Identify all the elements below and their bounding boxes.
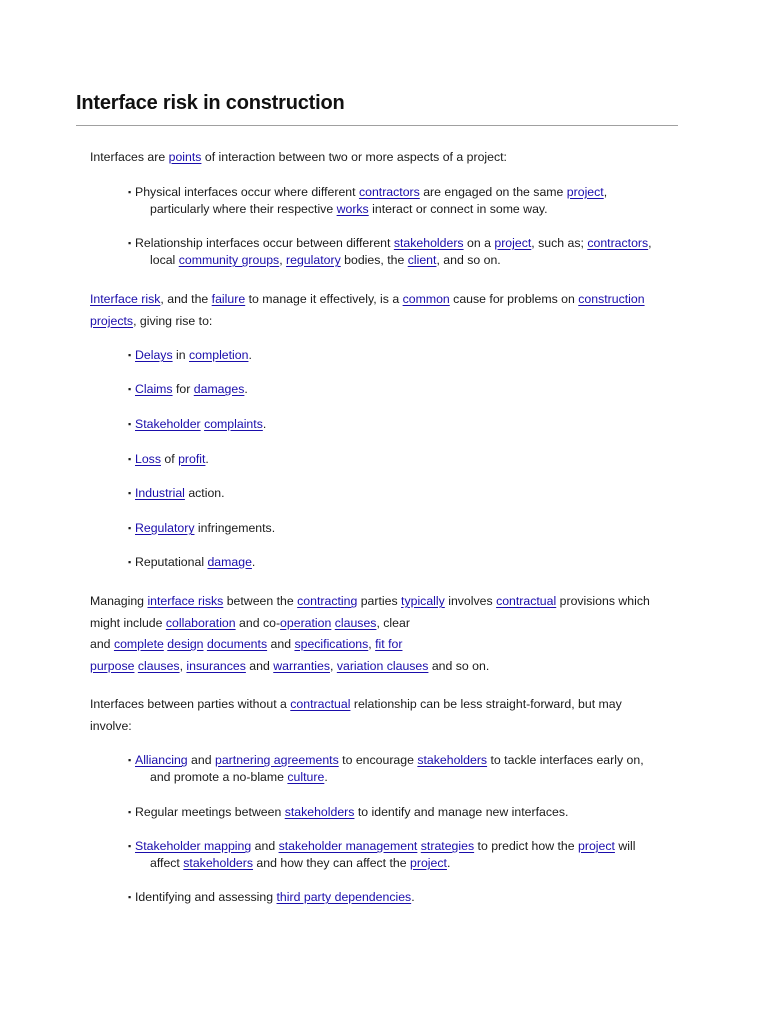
link-community-groups[interactable]: community groups <box>178 253 280 267</box>
link-alliancing[interactable]: Alliancing <box>135 753 188 767</box>
link-works[interactable]: works <box>336 202 369 216</box>
link-projects[interactable]: projects <box>90 313 134 328</box>
list-item: ▪ Regulatory infringements. <box>128 521 276 535</box>
link-contractors[interactable]: contractors <box>358 185 420 199</box>
bullet-icon: ▪ <box>128 557 132 567</box>
bullet-icon: ▪ <box>128 419 132 429</box>
link-contractual[interactable]: contractual <box>290 697 351 711</box>
link-purpose[interactable]: purpose <box>90 658 135 673</box>
link-third-party-dependencies[interactable]: third party dependencies <box>276 890 412 904</box>
bullet-icon: ▪ <box>128 187 132 197</box>
bullet-icon: ▪ <box>128 350 132 360</box>
link-variation-clauses[interactable]: variation clauses <box>336 658 429 673</box>
link-fit-for[interactable]: fit for <box>375 637 403 651</box>
link-common[interactable]: common <box>402 292 450 306</box>
list-item: ▪ Claims for damages. <box>128 382 248 396</box>
list-item: ▪ Physical interfaces occur where different contractors are engaged on the same project, particularly where their respective works interact or connect in some way. <box>128 185 608 216</box>
list-item: ▪ Identifying and assessing third party dependencies. <box>128 890 415 904</box>
link-typically[interactable]: typically <box>401 594 445 608</box>
link-design[interactable]: design <box>167 637 204 651</box>
bullet-icon: ▪ <box>128 488 132 498</box>
link-loss[interactable]: Loss <box>135 452 161 466</box>
non-contractual-paragraph: Interfaces between parties without a contractual relationship can be less straight-forward, but may involve: <box>90 697 622 733</box>
bullet-icon: ▪ <box>128 238 132 248</box>
link-stakeholders[interactable]: stakeholders <box>284 805 355 819</box>
list-item: ▪ Reputational damage. <box>128 555 256 569</box>
link-strategies[interactable]: strategies <box>420 839 475 853</box>
bullet-icon: ▪ <box>128 523 132 533</box>
link-stakeholder-mapping[interactable]: Stakeholder mapping <box>135 839 252 853</box>
link-claims[interactable]: Claims <box>135 382 173 396</box>
link-stakeholders[interactable]: stakeholders <box>393 236 464 250</box>
link-failure[interactable]: failure <box>211 292 246 306</box>
link-regulatory[interactable]: regulatory <box>286 253 341 267</box>
title-divider <box>76 125 678 126</box>
link-stakeholders[interactable]: stakeholders <box>417 753 488 767</box>
list-item: ▪ Relationship interfaces occur between different stakeholders on a project, such as; contractors, local community groups, regulatory bodies, the client, and so on. <box>128 236 652 267</box>
bullet-icon: ▪ <box>128 755 132 765</box>
link-points[interactable]: points <box>168 150 202 164</box>
list-item: ▪ Alliancing and partnering agreements to encourage stakeholders to tackle interfaces early on, and promote a no-blame culture. <box>128 753 644 784</box>
link-industrial[interactable]: Industrial <box>135 486 185 500</box>
link-delays[interactable]: Delays <box>135 348 173 362</box>
link-clauses[interactable]: clauses <box>334 615 377 630</box>
intro-paragraph: Interfaces are points of interaction between two or more aspects of a project: <box>90 150 507 164</box>
link-client[interactable]: client <box>407 253 437 267</box>
bullet-icon: ▪ <box>128 807 132 817</box>
link-project[interactable]: project <box>566 185 604 199</box>
list-item: ▪ Industrial action. <box>128 486 225 500</box>
link-interface-risks[interactable]: interface risks <box>147 594 224 608</box>
link-stakeholder[interactable]: Stakeholder <box>135 417 201 431</box>
list-item: ▪ Regular meetings between stakeholders to identify and manage new interfaces. <box>128 805 569 819</box>
list-item: ▪ Delays in completion. <box>128 348 252 362</box>
managing-paragraph: Managing interface risks between the contracting parties typically involves contractual provisions which might include collaboration and co-operation clauses, clear and complete design documents and specifications, fit for purpose clauses, insurances and warranties, variation clauses and so on. <box>90 594 650 673</box>
bullet-icon: ▪ <box>128 841 132 851</box>
link-insurances[interactable]: insurances <box>186 658 246 673</box>
link-clauses[interactable]: clauses <box>137 658 180 673</box>
link-stakeholder-management[interactable]: stakeholder management <box>278 839 418 853</box>
link-culture[interactable]: culture <box>287 770 325 784</box>
bullet-icon: ▪ <box>128 384 132 394</box>
page-title: Interface risk in construction <box>76 92 345 114</box>
link-complete[interactable]: complete <box>113 637 164 651</box>
list-item: ▪ Stakeholder complaints. <box>128 417 267 431</box>
link-documents[interactable]: documents <box>206 637 268 651</box>
link-completion[interactable]: completion <box>189 348 249 362</box>
link-construction[interactable]: construction <box>578 292 645 306</box>
link-specifications[interactable]: specifications <box>294 637 369 651</box>
list-item: ▪ Loss of profit. <box>128 452 209 466</box>
link-damage[interactable]: damage <box>207 555 252 569</box>
link-warranties[interactable]: warranties <box>273 658 330 673</box>
link-project[interactable]: project <box>494 236 532 250</box>
link-complaints[interactable]: complaints <box>204 417 263 431</box>
link-project[interactable]: project <box>410 856 447 870</box>
link-contractors[interactable]: contractors <box>587 236 649 250</box>
link-interface-risk[interactable]: Interface risk <box>90 292 161 306</box>
link-profit[interactable]: profit <box>178 452 206 466</box>
list-item: ▪ Stakeholder mapping and stakeholder management strategies to predict how the project will affect stakeholders and how they can affect the project. <box>128 839 636 870</box>
link-operation[interactable]: operation <box>280 615 332 630</box>
bullet-icon: ▪ <box>128 892 132 902</box>
link-contracting[interactable]: contracting <box>297 594 358 608</box>
bullet-icon: ▪ <box>128 454 132 464</box>
link-collaboration[interactable]: collaboration <box>165 615 236 630</box>
link-project[interactable]: project <box>578 839 615 853</box>
link-partnering-agreements[interactable]: partnering agreements <box>215 753 339 767</box>
link-stakeholders[interactable]: stakeholders <box>183 856 254 870</box>
link-contractual[interactable]: contractual <box>496 594 557 608</box>
interface-risk-paragraph: Interface risk, and the failure to manage it effectively, is a common cause for problems on construction projects, giving rise to: <box>90 292 645 328</box>
link-damages[interactable]: damages <box>193 382 245 396</box>
link-regulatory[interactable]: Regulatory <box>135 521 195 535</box>
